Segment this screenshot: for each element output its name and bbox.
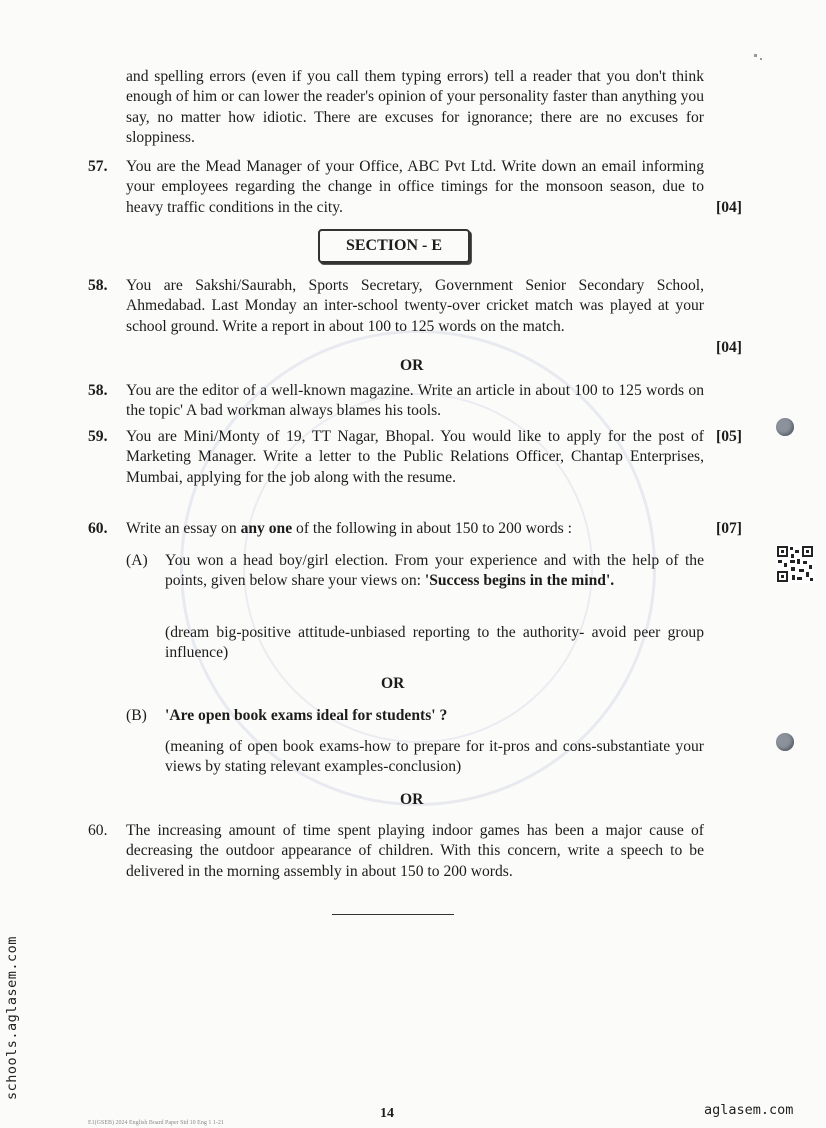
binder-hole-icon bbox=[776, 733, 794, 751]
option-text bbox=[165, 706, 704, 726]
continuation-paragraph: and spelling errors (even if you call them typing errors) tell a reader that you don't think enough of him or can lower the reader's opinion of your personality faster than anything you say, no matter how idiotic. There are excuses for ignorance; there are no excuses for sloppiness. bbox=[126, 68, 704, 147]
or-divider: OR bbox=[381, 675, 405, 692]
question-text bbox=[126, 519, 704, 539]
option-text bbox=[165, 551, 704, 592]
question-marks: [04] bbox=[716, 199, 742, 216]
section-heading: SECTION - E bbox=[318, 229, 470, 263]
question-text: You are the editor of a well-known magazine. Write an article in about 100 to 125 words on the topic' A bad workman always blames his tools. bbox=[126, 382, 704, 420]
or-divider: OR bbox=[400, 791, 424, 808]
question-number: 58. bbox=[88, 277, 108, 294]
question-number: 60. bbox=[88, 822, 108, 839]
sidebar-url: schools.aglasem.com bbox=[4, 936, 20, 1100]
option-emphasis: 'Success begins in the mind'. bbox=[424, 572, 615, 590]
question-marks: [05] bbox=[716, 428, 742, 445]
qr-code-icon bbox=[776, 545, 814, 583]
option-hints: (meaning of open book exams-how to prepare for it-pros and cons-substantiate your views by stating relevant examples-conclusion) bbox=[165, 738, 704, 776]
footer-code: E1(GSEB) 2024 English Board Paper Std 10 Eng 1 1-21 bbox=[88, 1120, 224, 1126]
end-divider bbox=[332, 914, 454, 915]
question-marks: [04] bbox=[716, 339, 742, 356]
scan-speck bbox=[760, 58, 762, 60]
question-number: 58. bbox=[88, 382, 108, 399]
question-text: You are Mini/Monty of 19, TT Nagar, Bhopal. You would like to apply for the post of Marketing Manager. Write a letter to the Public Relations Officer, Chantap Enterprises, Mumbai, applying for the job along with the resume. bbox=[126, 428, 704, 486]
question-number: 57. bbox=[88, 158, 108, 175]
question-text-part: Write an essay on bbox=[126, 520, 241, 537]
question-number: 59. bbox=[88, 428, 108, 445]
binder-hole-icon bbox=[776, 418, 794, 436]
option-emphasis: 'Are open book exams ideal for students' ? bbox=[165, 707, 448, 724]
question-text: You are Sakshi/Saurabh, Sports Secretary, Government Senior Secondary School, Ahmedabad. Last Monday an inter-school twenty-over cricket match was played at your school ground. Write a report in about 100 to 125 words on the match. bbox=[126, 277, 704, 335]
option-label: (B) bbox=[126, 707, 147, 724]
scan-speck bbox=[754, 54, 757, 57]
question-marks: [07] bbox=[716, 520, 742, 537]
question-text-emphasis: any one bbox=[240, 520, 293, 537]
option-label: (A) bbox=[126, 552, 148, 569]
site-url: aglasem.com bbox=[704, 1102, 794, 1118]
question-text-part: of the following in about 150 to 200 words : bbox=[292, 520, 572, 537]
option-hints: (dream big-positive attitude-unbiased reporting to the authority- avoid peer group influence) bbox=[165, 624, 704, 662]
question-text: The increasing amount of time spent playing indoor games has been a major cause of decreasing the outdoor appearance of children. With this concern, write a speech to be delivered in the morning assembly in about 150 to 200 words. bbox=[126, 822, 704, 880]
or-divider: OR bbox=[400, 357, 424, 374]
option-text-part: You won a head boy/girl election. From your experience and with the help of the points, given below share your views on: bbox=[165, 552, 704, 590]
question-number: 60. bbox=[88, 520, 108, 537]
page-number: 14 bbox=[380, 1106, 394, 1121]
question-text: You are the Mead Manager of your Office, ABC Pvt Ltd. Write down an email informing your employees regarding the change in office timings for the monsoon season, due to heavy traffic conditions in the city. bbox=[126, 158, 704, 216]
